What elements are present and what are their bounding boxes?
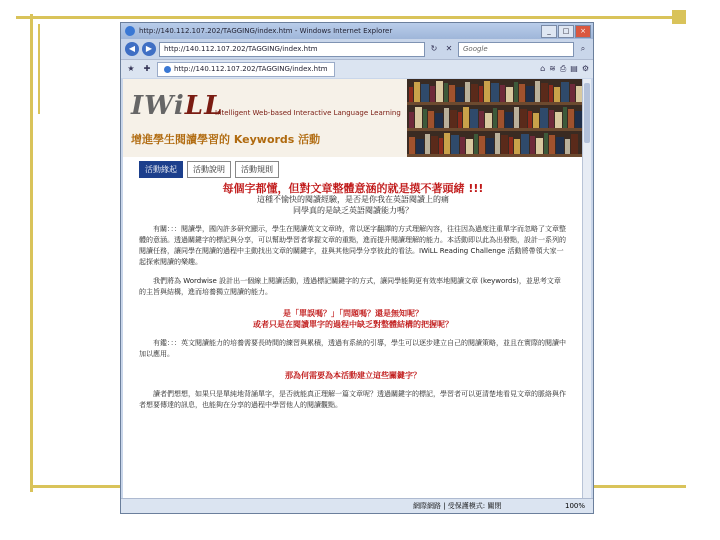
book-spine: [519, 84, 525, 102]
book-spine: [451, 135, 459, 154]
book-spine: [509, 137, 513, 154]
stop-icon[interactable]: ✕: [445, 44, 453, 53]
site-subtitle: 增進學生閱讀學習的 Keywords 活動: [131, 133, 321, 146]
page-menu-icon[interactable]: ▤: [570, 64, 578, 73]
book-spine: [544, 133, 548, 154]
book-spine: [556, 137, 564, 154]
book-spine: [541, 83, 548, 102]
article-paragraph-1: 有關：：：閱讀學，國內許多研究顯示，學生在閱讀英文文章時，常以逐字翻譯的方式理解內容，往往因為過度注重單字而忽略了文章整體的意涵。透過關鍵字的標記與分享，可以幫助學習者掌握文章的重點，進而提升閱讀理解的能力。本活動即以此為出發點，設計一系列的閱讀任務，讓同學在閱讀的過程中主動找出文章的關鍵字，並與其他同學分享彼此的看法。IWiLL Reading Challenge 活動將帶領大家一起探索閱讀的樂趣。: [139, 225, 566, 266]
book-spine: [528, 111, 532, 128]
book-spine: [450, 110, 457, 128]
tab-activity-origin[interactable]: 活動緣起: [139, 161, 183, 178]
book-spine: [514, 82, 518, 102]
article-highlight-1: 是「單誤嗎？」「問題嗎？還是無知呢？: [283, 309, 423, 318]
slide-deco-left-line: [30, 14, 33, 492]
print-icon[interactable]: ⎙: [559, 64, 567, 73]
book-spine: [463, 107, 469, 128]
bookshelf-image: [407, 79, 583, 157]
tools-gear-icon[interactable]: ⚙: [581, 64, 589, 73]
book-spine: [416, 139, 424, 154]
book-spine: [444, 133, 450, 154]
back-arrow-icon[interactable]: ◀: [125, 42, 139, 56]
article-question-1: 這種不愉快的閱讀經驗，是否是你我在英語閱讀上的痛: [257, 195, 449, 204]
book-spine: [549, 110, 554, 128]
book-spine: [428, 111, 434, 128]
address-row: [121, 39, 593, 59]
slide-deco-bottom-line-right: [586, 485, 686, 488]
book-spine: [471, 84, 478, 102]
book-spine: [495, 133, 500, 154]
browser-window: [120, 22, 594, 514]
article-content: [139, 179, 567, 411]
book-spine: [421, 84, 429, 102]
book-spine: [555, 112, 562, 128]
bookshelf-plank: [407, 128, 583, 131]
article-paragraph-3: 有鑑：：：英文閱讀能力的培養需要長時間的練習與累積，透過有系統的引導，學生可以逐步建立自己的閱讀策略，並且在實際的閱讀中加以應用。: [139, 339, 566, 358]
book-spine: [565, 139, 570, 154]
book-spine: [506, 87, 513, 102]
vertical-scrollbar[interactable]: [582, 79, 591, 499]
book-spine: [520, 109, 527, 128]
title-bar: [121, 23, 593, 39]
book-spine: [415, 107, 422, 128]
slide-deco-left-line-short: [38, 24, 40, 114]
book-spine: [436, 81, 443, 102]
book-spine: [570, 84, 575, 102]
slide-deco-top-line: [16, 16, 686, 19]
book-spine: [486, 138, 494, 154]
book-spine: [456, 87, 464, 102]
book-spine: [500, 85, 505, 102]
article-highlight-3: 那為何需要為本活動建立這些關鍵字？: [285, 371, 421, 380]
tab-activity-description[interactable]: 活動說明: [187, 161, 231, 178]
feed-icon[interactable]: ≋: [549, 64, 556, 73]
iwill-logo: IWiLL: [131, 91, 224, 121]
slide-deco-square: [672, 10, 686, 24]
site-banner: [123, 79, 583, 157]
page-tabs: [139, 161, 279, 178]
book-spine: [498, 110, 504, 128]
book-spine: [561, 82, 569, 102]
browser-tab-label: http://140.112.107.202/TAGGING/index.htm: [174, 64, 328, 73]
book-spine: [460, 137, 465, 154]
book-spine: [423, 109, 427, 128]
tab-activity-rules[interactable]: 活動規則: [235, 161, 279, 178]
book-spine: [444, 108, 449, 128]
book-spine: [435, 113, 443, 128]
window-controls: [541, 25, 591, 38]
book-spine: [530, 136, 535, 154]
book-spine: [485, 113, 492, 128]
book-spine: [414, 82, 420, 102]
book-spine: [431, 136, 438, 154]
book-spine: [449, 85, 455, 102]
bookshelf-plank: [407, 154, 583, 157]
article-paragraph-4: 讀者們想想，如果只是單純地背誦單字，是否就能真正理解一篇文章呢？透過關鍵字的標記，學習者可以更清楚地看見文章的脈絡與作者想要傳達的訊息，也能夠在分享的過程中學習他人的閱讀觀點。: [139, 390, 566, 409]
book-spine: [521, 134, 529, 154]
book-spine: [505, 112, 513, 128]
book-spine: [571, 134, 578, 154]
book-spine: [501, 135, 508, 154]
article-highlight-2: 或者只是在閱讀單字的過程中缺乏對整體結構的把握呢？: [253, 320, 453, 329]
book-spine: [466, 139, 473, 154]
forward-arrow-icon[interactable]: ▶: [142, 42, 156, 56]
book-spine: [444, 83, 448, 102]
book-spine: [409, 137, 415, 154]
book-spine: [535, 81, 540, 102]
book-spine: [465, 82, 470, 102]
page-favicon-icon: [164, 66, 171, 73]
home-icon[interactable]: ⌂: [540, 64, 546, 73]
window-title: http://140.112.107.202/TAGGING/index.htm - Windows Internet Explorer: [139, 27, 393, 35]
book-spine: [479, 86, 483, 102]
search-input[interactable]: Google: [458, 42, 574, 57]
refresh-icon[interactable]: ↻: [430, 44, 438, 53]
book-spine: [536, 138, 543, 154]
scrollbar-thumb[interactable]: [584, 83, 590, 143]
book-spine: [409, 87, 413, 102]
book-spine: [493, 108, 497, 128]
article-headline: 每個字都懂，但對文章整體意涵的就是摸不著頭緒 !!!: [222, 182, 484, 195]
site-tagline: Intelligent Web-based Interactive Language Learning: [215, 109, 401, 117]
book-spine: [484, 81, 490, 102]
security-zone: 網際網路 | 受保護模式: 關閉: [413, 502, 502, 510]
book-spine: [568, 109, 574, 128]
book-spine: [470, 109, 478, 128]
address-bar[interactable]: http://140.112.107.202/TAGGING/index.htm: [159, 42, 425, 57]
book-spine: [514, 139, 520, 154]
book-spine: [526, 86, 534, 102]
book-spine: [439, 138, 443, 154]
minimize-button[interactable]: _: [541, 25, 557, 38]
book-spine: [409, 112, 414, 128]
book-spine: [479, 136, 485, 154]
book-spine: [491, 83, 499, 102]
bookshelf-plank: [407, 102, 583, 105]
favorites-star-icon[interactable]: ★: [127, 64, 135, 73]
close-button[interactable]: ×: [575, 25, 591, 38]
page-viewport: [123, 79, 583, 499]
zoom-level[interactable]: 100%: [564, 502, 585, 510]
maximize-button[interactable]: □: [558, 25, 574, 38]
status-bar: [121, 498, 593, 513]
tab-bar: [121, 59, 593, 78]
book-spine: [533, 113, 539, 128]
book-spine: [479, 111, 484, 128]
book-spine: [474, 134, 478, 154]
book-spine: [549, 85, 553, 102]
slide-deco-bottom-line-left: [30, 485, 126, 488]
book-spine: [563, 107, 567, 128]
article-question-2: 同學真的是缺乏英語閱讀能力嗎？: [293, 206, 413, 215]
book-spine: [430, 86, 435, 102]
search-icon[interactable]: ⌕: [580, 44, 586, 53]
book-spine: [549, 135, 555, 154]
add-favorite-icon[interactable]: ✚: [143, 64, 151, 73]
browser-tab[interactable]: [157, 62, 335, 77]
book-spine: [514, 107, 519, 128]
book-spine: [458, 112, 462, 128]
article-paragraph-2: 我們將為 Wordwise 設計出一個線上閱讀活動，透過標記關鍵字的方式，讓同學能夠更有效率地閱讀文章 (keywords)，並思考文章的主旨與結構，進而培養獨立閱讀的能力。: [139, 277, 561, 296]
book-spine: [425, 134, 430, 154]
browser-logo-icon: [125, 26, 135, 36]
book-spine: [554, 87, 560, 102]
book-spine: [540, 108, 548, 128]
toolbar-icons: [540, 64, 589, 74]
